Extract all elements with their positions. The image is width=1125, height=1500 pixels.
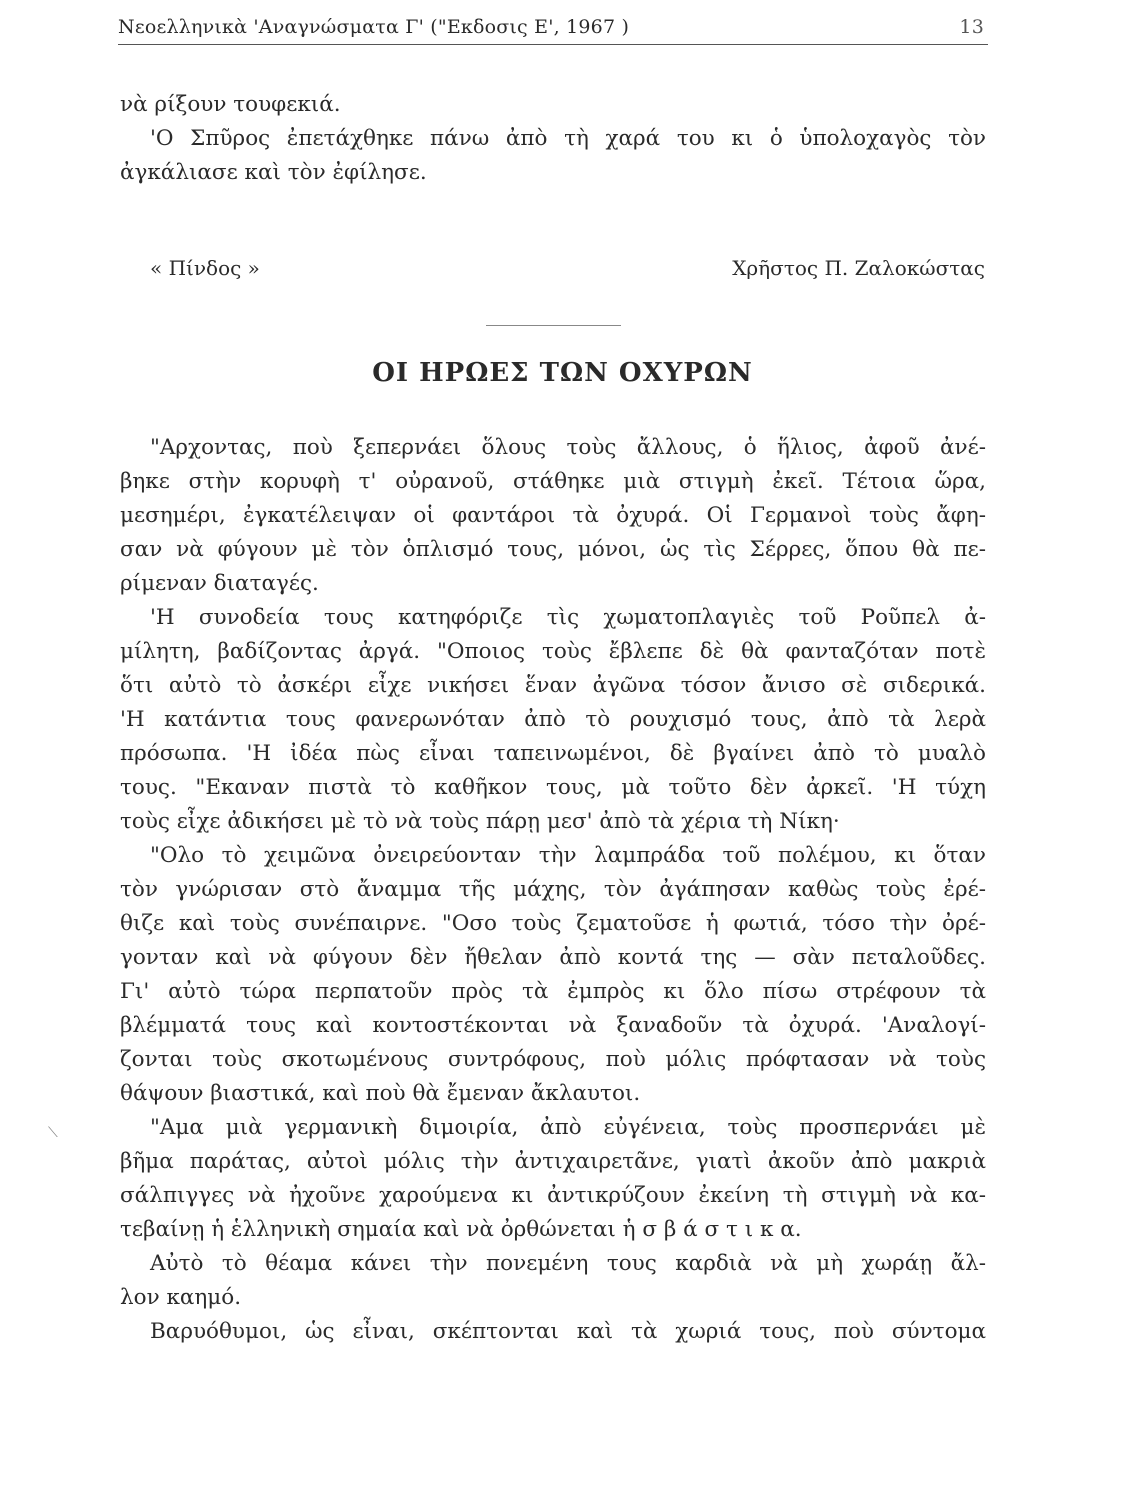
text-line: 'Η κατάντια τους φανερωνόταν ἀπὸ τὸ ρουχισμό τους, ἀπὸ τὰ λερὰ: [120, 707, 986, 732]
text-line: ρίμεναν διαταγές.: [120, 571, 319, 596]
text-line: τὸν γνώρισαν στὸ ἄναμμα τῆς μάχης, τὸν ἀγάπησαν καθὼς τοὺς ἐρέ-: [120, 877, 986, 902]
text-line: μεσημέρι, ἐγκατέλειψαν οἱ φαντάροι τὰ ὀχυρά. Οἱ Γερμανοὶ τοὺς ἄφη-: [120, 503, 986, 528]
text-line: 'Ο Σπῦρος ἐπετάχθηκε πάνω ἀπὸ τὴ χαρά του κι ὁ ὑπολοχαγὸς τὸν: [150, 126, 986, 151]
text-line: ἀγκάλιασε καὶ τὸν ἐφίλησε.: [120, 160, 427, 185]
text-line: "Αμα μιὰ γερμανικὴ διμοιρία, ἀπὸ εὐγένεια, τοὺς προσπερνάει μὲ: [150, 1115, 986, 1140]
author-name: Χρῆστος Π. Ζαλοκώστας: [732, 256, 985, 280]
article-body: [120, 431, 986, 1349]
text-line: "Ολο τὸ χειμῶνα ὀνειρεύονταν τὴν λαμπράδα τοῦ πολέμου, κι ὅταν: [150, 843, 986, 868]
text-line: ζονται τοὺς σκοτωμένους συντρόφους, ποὺ μόλις πρόφτασαν νὰ τοὺς: [120, 1047, 986, 1072]
text-line: ὅτι αὐτὸ τὸ ἀσκέρι εἶχε νικήσει ἕναν ἀγῶνα τόσον ἄνισο σὲ σιδερικά.: [120, 673, 986, 698]
text-line: θάψουν βιαστικά, καὶ ποὺ θὰ ἔμεναν ἄκλαυτοι.: [120, 1081, 641, 1106]
text-line: τους. "Εκαναν πιστὰ τὸ καθῆκον τους, μὰ τοῦτο δὲν ἀρκεῖ. 'Η τύχη: [120, 775, 986, 800]
article-title: ΟΙ ΗΡΩΕΣ ΤΩΝ ΟΧΥΡΩΝ: [372, 358, 753, 388]
text-line: νὰ ρίξουν τουφεκιά.: [120, 92, 341, 117]
text-line: βηκε στὴν κορυφὴ τ' οὐρανοῦ, στάθηκε μιὰ στιγμὴ ἐκεῖ. Τέτοια ὥρα,: [120, 469, 986, 494]
text-line: πρόσωπα. 'Η ἰδέα πὼς εἶναι ταπεινωμένοι, δὲ βγαίνει ἀπὸ τὸ μυαλὸ: [120, 741, 986, 766]
scan-speck: ⟍: [48, 1125, 58, 1141]
text-line: σάλπιγγες νὰ ἠχοῦνε χαρούμενα κι ἀντικρύζουν ἐκείνη τὴ στιγμὴ νὰ κα-: [120, 1183, 986, 1208]
text-line: Βαρυόθυμοι, ὡς εἶναι, σκέπτονται καὶ τὰ χωριά τους, ποὺ σύντομα: [150, 1319, 986, 1344]
text-line: τεβαίνῃ ἡ ἑλληνικὴ σημαία καὶ νὰ ὀρθώνεται ἡ σ β ά σ τ ι κ α.: [120, 1217, 802, 1242]
text-line: "Αρχοντας, ποὺ ξεπερνάει ὅλους τοὺς ἄλλους, ὁ ἥλιος, ἀφοῦ ἀνέ-: [150, 435, 986, 460]
text-line: 'Η συνοδεία τους κατηφόριζε τὶς χωματοπλαγιὲς τοῦ Ροῦπελ ἀ-: [150, 605, 986, 630]
header-rule: [118, 44, 988, 45]
text-line: σαν νὰ φύγουν μὲ τὸν ὁπλισμό τους, μόνοι, ὡς τὶς Σέρρες, ὅπου θὰ πε-: [120, 537, 986, 562]
text-line: Γι' αὐτὸ τώρα περπατοῦν πρὸς τὰ ἐμπρὸς κι ὅλο πίσω στρέφουν τὰ: [120, 979, 986, 1004]
book-title: Νεοελληνικὰ 'Αναγνώσματα Γ' ("Εκδοσις Ε', 1967 ): [118, 16, 630, 38]
running-header: [118, 14, 988, 44]
page-number: 13: [959, 16, 984, 38]
text-line: Αὐτὸ τὸ θέαμα κάνει τὴν πονεμένη τους καρδιὰ νὰ μὴ χωράῃ ἄλ-: [150, 1251, 986, 1276]
section-divider: [486, 325, 621, 326]
previous-story-ending: [120, 88, 986, 190]
text-line: γονταν καὶ νὰ φύγουν δὲν ἤθελαν ἀπὸ κοντά της — σὰν πεταλοῦδες.: [120, 945, 986, 970]
text-line: βῆμα παράτας, αὐτοὶ μόλις τὴν ἀντιχαιρετᾶνε, γιατὶ ἀκοῦν ἀπὸ μακριὰ: [120, 1149, 986, 1174]
text-line: τοὺς εἶχε ἀδικήσει μὲ τὸ νὰ τοὺς πάρῃ μεσ' ἀπὸ τὰ χέρια τὴ Νίκη·: [120, 809, 840, 834]
text-line: θιζε καὶ τοὺς συνέπαιρνε. "Οσο τοὺς ζεματοῦσε ἡ φωτιά, τόσο τὴν ὀρέ-: [120, 911, 986, 936]
text-line: βλέμματά τους καὶ κοντοστέκονται νὰ ξαναδοῦν τὰ ὀχυρά. 'Αναλογί-: [120, 1013, 986, 1038]
source-title: « Πίνδος »: [150, 256, 260, 280]
text-line: μίλητη, βαδίζοντας ἀργά. "Οποιος τοὺς ἔβλεπε δὲ θὰ φανταζόταν ποτὲ: [120, 639, 986, 664]
text-line: λον καημό.: [120, 1285, 242, 1310]
